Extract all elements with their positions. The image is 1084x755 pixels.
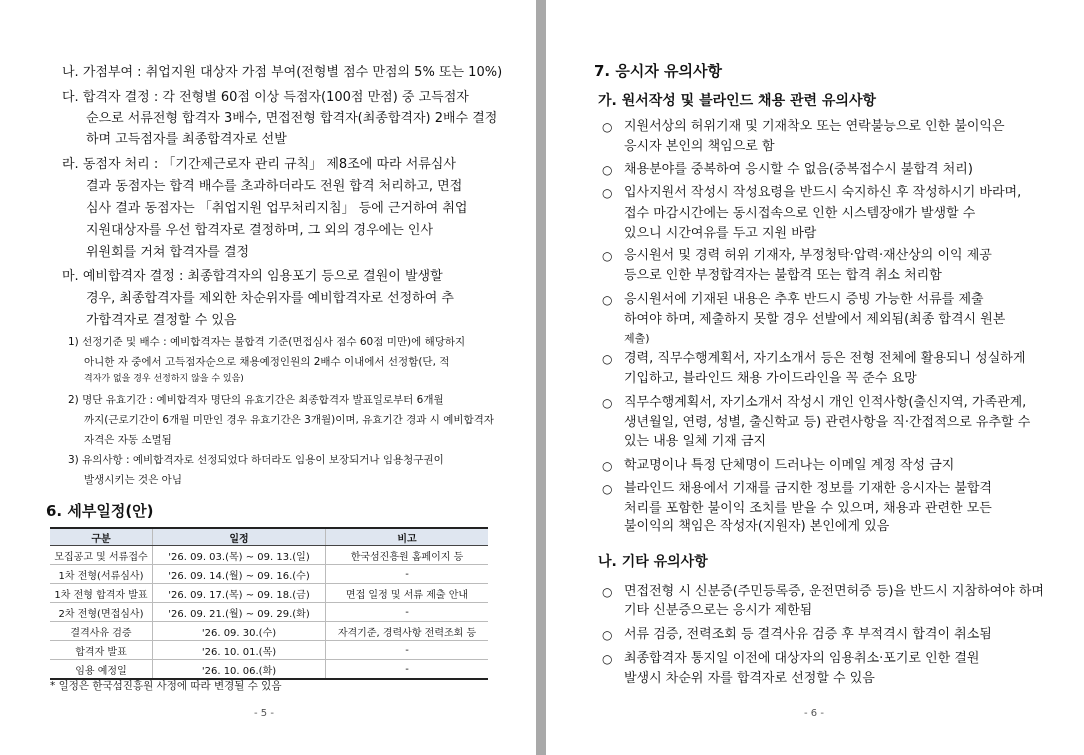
bullet-a7-symbol: ○ — [602, 396, 613, 410]
bullet-a5-line-3: 제출) — [624, 332, 650, 345]
bullet-b1-line-2: 기타 신분증으로는 응시가 제한됨 — [624, 603, 813, 618]
schedule-cell-date: '26. 09. 17.(목) ~ 09. 18.(금) — [153, 584, 326, 603]
table-row — [50, 641, 488, 660]
subitem-1-line-1: 1) 선정기준 및 배수 : 예비합격자는 불합격 기준(면접심사 점수 60점 미만)에 해당하지 — [68, 336, 466, 348]
bullet-b1-line-1: 면접전형 시 신분증(주민등록증, 운전면허증 등)을 반드시 지참하여야 하며 — [624, 584, 1044, 599]
table-row — [50, 584, 488, 603]
schedule-header-category: 구분 — [50, 528, 153, 546]
bullet-b3-line-1: 최종합격자 통지일 이전에 대상자의 임용취소·포기로 인한 결원 — [624, 651, 980, 666]
bullet-a4-line-1: 응시원서 및 경력 허위 기재자, 부정청탁·압력·재산상의 이익 제공 — [624, 248, 992, 263]
subitem-3-line-1: 3) 유의사항 : 예비합격자로 선정되었다 하더라도 임용이 보장되거나 임용청구권이 — [68, 454, 444, 466]
schedule-cell-date: '26. 09. 21.(월) ~ 09. 29.(화) — [153, 603, 326, 622]
item-ra-line-2: 결과 동점자는 합격 배수를 초과하더라도 전원 합격 처리하고, 면접 — [86, 179, 463, 194]
bullet-a2-line-1: 채용분야를 중복하여 응시할 수 없음(중복접수시 불합격 처리) — [624, 162, 973, 177]
schedule-cell-category: 1차 전형 합격자 발표 — [50, 584, 153, 603]
schedule-cell-note: - — [326, 603, 489, 622]
schedule-cell-date: '26. 09. 30.(수) — [153, 622, 326, 641]
bullet-a1-symbol: ○ — [602, 120, 613, 134]
subitem-1-line-3: 격자가 없을 경우 선정하지 않을 수 있음) — [84, 374, 244, 384]
item-da-line-1: 다. 합격자 결정 : 각 전형별 60점 이상 득점자(100점 만점) 중 고득점자 — [62, 90, 469, 105]
bullet-a9-line-2: 처리를 포함한 불이익 조치를 받을 수 있으며, 채용과 관련한 모든 — [624, 501, 992, 516]
bullet-a5-symbol: ○ — [602, 293, 613, 307]
item-da-line-2: 순으로 서류전형 합격자 3배수, 면접전형 합격자(최종합격자) 2배수 결정 — [86, 111, 498, 126]
schedule-cell-date: '26. 09. 14.(월) ~ 09. 16.(수) — [153, 565, 326, 584]
table-row — [50, 622, 488, 641]
bullet-b3-line-2: 발생시 차순위 자를 합격자로 선정할 수 있음 — [624, 671, 875, 686]
schedule-cell-note: - — [326, 565, 489, 584]
bullet-a8-symbol: ○ — [602, 459, 613, 473]
schedule-cell-category: 1차 전형(서류심사) — [50, 565, 153, 584]
schedule-cell-note: - — [326, 641, 489, 660]
schedule-cell-note: 면접 일정 및 서류 제출 안내 — [326, 584, 489, 603]
bullet-a6-line-2: 기입하고, 블라인드 채용 가이드라인을 꼭 준수 요망 — [624, 371, 917, 386]
schedule-cell-date: '26. 09. 03.(목) ~ 09. 13.(일) — [153, 546, 326, 565]
schedule-cell-note: 한국섬진흥원 홈페이지 등 — [326, 546, 489, 565]
schedule-table — [50, 527, 488, 680]
table-row — [50, 603, 488, 622]
notice-subsection-b-title: 나. 기타 유의사항 — [598, 554, 708, 570]
table-row — [50, 546, 488, 565]
bullet-a3-line-2: 접수 마감시간에는 동시접속으로 인한 시스템장애가 발생할 수 — [624, 206, 976, 221]
subitem-2-line-1: 2) 명단 유효기간 : 예비합격자 명단의 유효기간은 최종합격자 발표일로부터 6개월 — [68, 394, 444, 406]
document-page-5 — [0, 0, 536, 755]
item-ra-line-5: 위원회를 거쳐 합격자를 결정 — [86, 245, 250, 260]
schedule-cell-date: '26. 10. 01.(목) — [153, 641, 326, 660]
bullet-a8-line-1: 학교명이나 특정 단체명이 드러나는 이메일 계정 작성 금지 — [624, 458, 955, 473]
bullet-a5-line-1: 응시원서에 기재된 내용은 추후 반드시 증빙 가능한 서류를 제출 — [624, 292, 984, 307]
schedule-section-title: 6. 세부일정(안) — [46, 502, 154, 520]
subitem-2-line-2: 까지(근로기간이 6개월 미만인 경우 유효기간은 3개월)이며, 유효기간 경과 시 예비합격자 — [84, 414, 494, 426]
schedule-cell-category: 합격자 발표 — [50, 641, 153, 660]
bullet-a9-symbol: ○ — [602, 482, 613, 496]
bullet-a1-line-2: 응시자 본인의 책임으로 함 — [624, 139, 775, 154]
schedule-cell-note: 자격기준, 경력사항 전력조회 등 — [326, 622, 489, 641]
schedule-cell-category: 2차 전형(면접심사) — [50, 603, 153, 622]
schedule-cell-date: '26. 10. 06.(화) — [153, 660, 326, 680]
schedule-cell-category: 임용 예정일 — [50, 660, 153, 680]
bullet-b2-symbol: ○ — [602, 628, 613, 642]
bullet-a5-line-2: 하여야 하며, 제출하지 못할 경우 선발에서 제외됨(최종 합격시 원본 — [624, 312, 1006, 327]
schedule-cell-category: 모집공고 및 서류접수 — [50, 546, 153, 565]
document-page-6 — [546, 0, 1084, 755]
table-row — [50, 565, 488, 584]
item-ma-line-1: 마. 예비합격자 결정 : 최종합격자의 임용포기 등으로 결원이 발생할 — [62, 269, 443, 284]
schedule-header-row — [50, 528, 488, 546]
bullet-b1-symbol: ○ — [602, 585, 613, 599]
bullet-a7-line-3: 있는 내용 일체 기재 금지 — [624, 434, 767, 449]
schedule-note: * 일정은 한국섬진흥원 사정에 따라 변경될 수 있음 — [50, 680, 282, 692]
bullet-a3-symbol: ○ — [602, 186, 613, 200]
item-ra-line-4: 지원대상자를 우선 합격자로 결정하며, 그 외의 경우에는 인사 — [86, 223, 434, 238]
subitem-2-line-3: 자격은 자동 소멸됨 — [84, 434, 172, 446]
bullet-a6-symbol: ○ — [602, 352, 613, 366]
bullet-a7-line-2: 생년월일, 연령, 성별, 출신학교 등) 관련사항을 직·간접적으로 유추할 수 — [624, 415, 1031, 430]
item-ma-line-2: 경우, 최종합격자를 제외한 차순위자를 예비합격자로 선정하여 추 — [86, 291, 454, 306]
notice-subsection-a-title: 가. 원서작성 및 블라인드 채용 관련 유의사항 — [598, 93, 876, 109]
bullet-a3-line-3: 있으니 시간여유를 두고 지원 바람 — [624, 226, 817, 241]
bullet-b2-line-1: 서류 검증, 전력조회 등 결격사유 검증 후 부적격시 합격이 취소됨 — [624, 627, 992, 642]
schedule-cell-note: - — [326, 660, 489, 680]
bullet-a7-line-1: 직무수행계획서, 자기소개서 작성시 개인 인적사항(출신지역, 가족관계, — [624, 395, 1027, 410]
bullet-a6-line-1: 경력, 직무수행계획서, 자기소개서 등은 전형 전체에 활용되니 성실하게 — [624, 351, 1026, 366]
schedule-header-date: 일정 — [153, 528, 326, 546]
subitem-1-line-2: 아니한 자 중에서 고득점자순으로 채용예정인원의 2배수 이내에서 선정함(단, 적 — [84, 356, 450, 368]
bullet-a9-line-1: 블라인드 채용에서 기재를 금지한 정보를 기재한 응시자는 불합격 — [624, 481, 992, 496]
page-number-5: - 5 - — [254, 708, 274, 719]
bullet-a4-symbol: ○ — [602, 249, 613, 263]
bullet-a2-symbol: ○ — [602, 163, 613, 177]
subitem-3-line-2: 발생시키는 것은 아님 — [84, 474, 182, 486]
page-number-6: - 6 - — [804, 708, 824, 719]
notice-section-title: 7. 응시자 유의사항 — [594, 62, 723, 80]
bullet-a1-line-1: 지원서상의 허위기재 및 기재착오 또는 연락불능으로 인한 불이익은 — [624, 119, 1005, 134]
schedule-header-note: 비고 — [326, 528, 489, 546]
bullet-a3-line-1: 입사지원서 작성시 작성요령을 반드시 숙지하신 후 작성하시기 바라며, — [624, 185, 1022, 200]
bullet-a4-line-2: 등으로 인한 부정합격자는 불합격 또는 합격 취소 처리함 — [624, 268, 942, 283]
item-da-line-3: 하며 고득점자를 최종합격자로 선발 — [86, 132, 287, 147]
bullet-a9-line-3: 불이익의 책임은 작성자(지원자) 본인에게 있음 — [624, 519, 890, 534]
item-na-line-1: 나. 가점부여 : 취업지원 대상자 가점 부여(전형별 점수 만점의 5% 또는 10%) — [62, 65, 503, 80]
item-ra-line-3: 심사 결과 동점자는 「취업지원 업무처리지침」 등에 근거하여 취업 — [86, 201, 468, 216]
bullet-b3-symbol: ○ — [602, 652, 613, 666]
item-ra-line-1: 라. 동점자 처리 : 「기간제근로자 관리 규칙」 제8조에 따라 서류심사 — [62, 157, 456, 172]
item-ma-line-3: 가합격자로 결정할 수 있음 — [86, 313, 237, 328]
schedule-cell-category: 결격사유 검증 — [50, 622, 153, 641]
